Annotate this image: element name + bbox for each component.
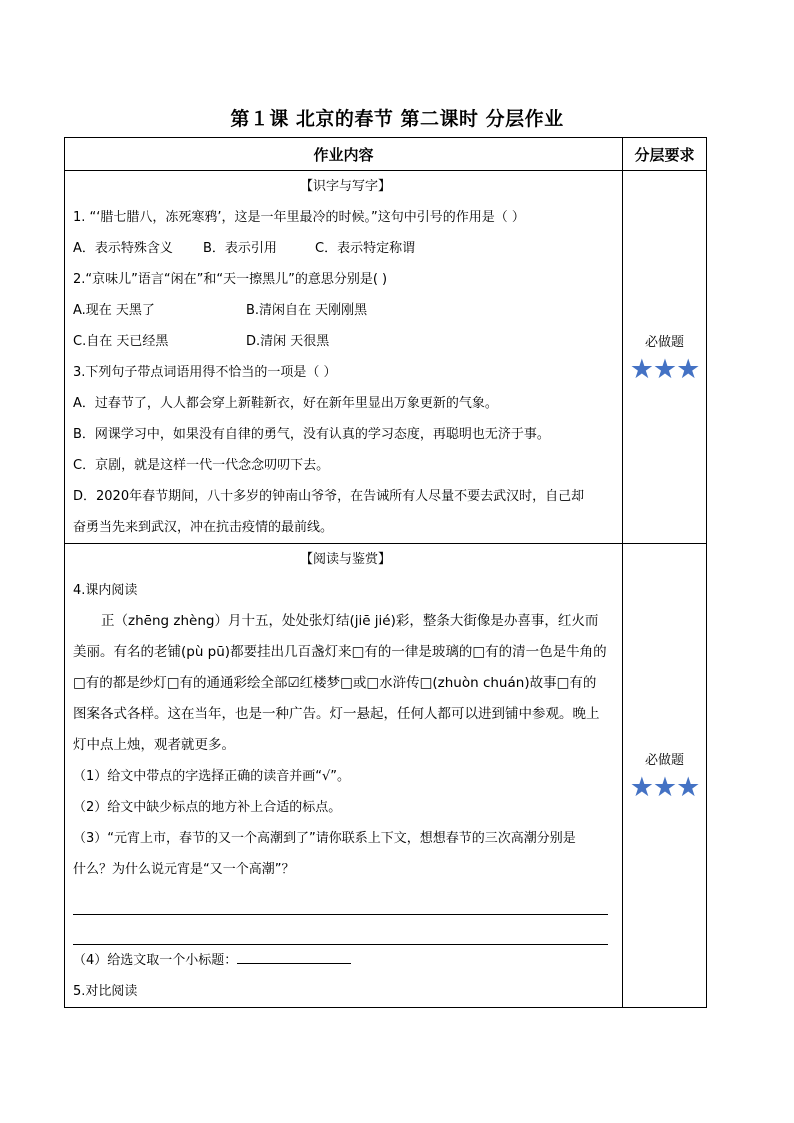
question-3-option-b: B．网课学习中，如果没有自律的勇气，没有认真的学习态度，再聪明也无济于事。 <box>73 427 550 442</box>
required-label: 必做题 <box>644 753 684 768</box>
question-2: 2.“京味儿”语言“闲在”和“天一擦黑儿”的意思分别是( ) <box>73 272 388 287</box>
option-d: D.清闲 天很黑 <box>246 334 330 349</box>
passage-line: 正（zhēng zhèng）月十五，处处张灯结(jiē jié)彩，整条大街像是办喜事，红火而 <box>101 613 599 629</box>
sub-question-2: （2）给文中缺少标点的地方补上合适的标点。 <box>73 800 342 815</box>
title-answer-blank[interactable] <box>237 949 351 964</box>
passage-line: □有的都是纱灯□有的通通彩绘全部☑红楼梦□或□水浒传□(zhuòn chuán)故事□有的 <box>73 675 597 691</box>
section-literacy-content <box>65 171 623 544</box>
question-2-options-row2 <box>73 326 618 357</box>
question-3-option-c: C．京剧，就是这样一代一代念念叨叨下去。 <box>73 458 330 473</box>
option-b: B．表示引用 <box>203 241 277 256</box>
question-1-options <box>73 233 618 264</box>
question-3-option-a: A．过春节了，人人都会穿上新鞋新衣，好在新年里显出万象更新的气象。 <box>73 396 498 411</box>
section-heading: 【阅读与鉴赏】 <box>299 552 391 567</box>
sub-question-4-text: （4）给选文取一个小标题： <box>73 953 238 968</box>
sub-question-3: （3）“元宵上市，春节的又一个高潮到了”请你联系上下文，想想春节的三次高潮分别是 <box>73 831 576 846</box>
option-b: B.清闲自在 天刚刚黑 <box>246 303 368 318</box>
option-c: C．表示特定称谓 <box>315 241 416 256</box>
section-literacy-row <box>65 171 707 544</box>
passage-line: 美丽。有名的老铺(pù pū)都要挂出几百盏灯来□有的一律是玻璃的□有的清一色是牛角的 <box>73 644 607 660</box>
option-a: A.现在 天黑了 <box>73 303 155 318</box>
question-1: 1. “‘腊七腊八，冻死寒鸦’，这是一年里最冷的时候。”这句中引号的作用是（ ） <box>73 210 525 225</box>
question-3-option-d-cont: 奋勇当先来到武汉，冲在抗击疫情的最前线。 <box>73 520 334 535</box>
sub-question-3-cont: 什么？为什么说元宵是“又一个高潮”？ <box>73 862 295 877</box>
question-3: 3.下列句子带点词语用得不恰当的一项是（ ） <box>73 365 337 380</box>
section-reading-row <box>65 544 707 1008</box>
sub-question-4 <box>73 945 618 976</box>
passage-line: 灯中点上烛，观者就更多。 <box>73 737 235 753</box>
requirement-cell <box>623 171 707 544</box>
star-rating-icon: ★★★ <box>629 353 700 385</box>
question-2-options-row1 <box>73 295 618 326</box>
section-reading-content <box>65 544 623 1008</box>
header-content: 作业内容 <box>65 138 623 171</box>
sub-question-1: （1）给文中带点的字选择正确的读音并画“√”。 <box>73 769 351 784</box>
option-c: C.自在 天已经黑 <box>73 334 169 349</box>
star-rating-icon: ★★★ <box>629 772 700 803</box>
required-label: 必做题 <box>644 334 684 350</box>
section-heading: 【识字与写字】 <box>299 179 391 194</box>
requirement-cell <box>623 544 707 1008</box>
option-a: A．表示特殊含义 <box>73 241 173 256</box>
question-3-option-d: D．2020年春节期间，八十多岁的钟南山爷爷，在告诫所有人尽量不要去武汉时，自己却 <box>73 489 585 504</box>
question-4: 4.课内阅读 <box>73 583 138 598</box>
page-title: 第１课 北京的春节 第二课时 分层作业 <box>230 108 564 130</box>
answer-line[interactable] <box>73 915 608 945</box>
passage-line: 图案各式各样。这在当年，也是一种广告。灯一悬起，任何人都可以进到铺中参观。晚上 <box>73 706 600 722</box>
answer-line[interactable] <box>73 885 608 915</box>
homework-table <box>64 137 707 1008</box>
header-requirement: 分层要求 <box>623 138 707 171</box>
question-5: 5.对比阅读 <box>73 984 138 999</box>
table-header-row <box>65 138 707 171</box>
